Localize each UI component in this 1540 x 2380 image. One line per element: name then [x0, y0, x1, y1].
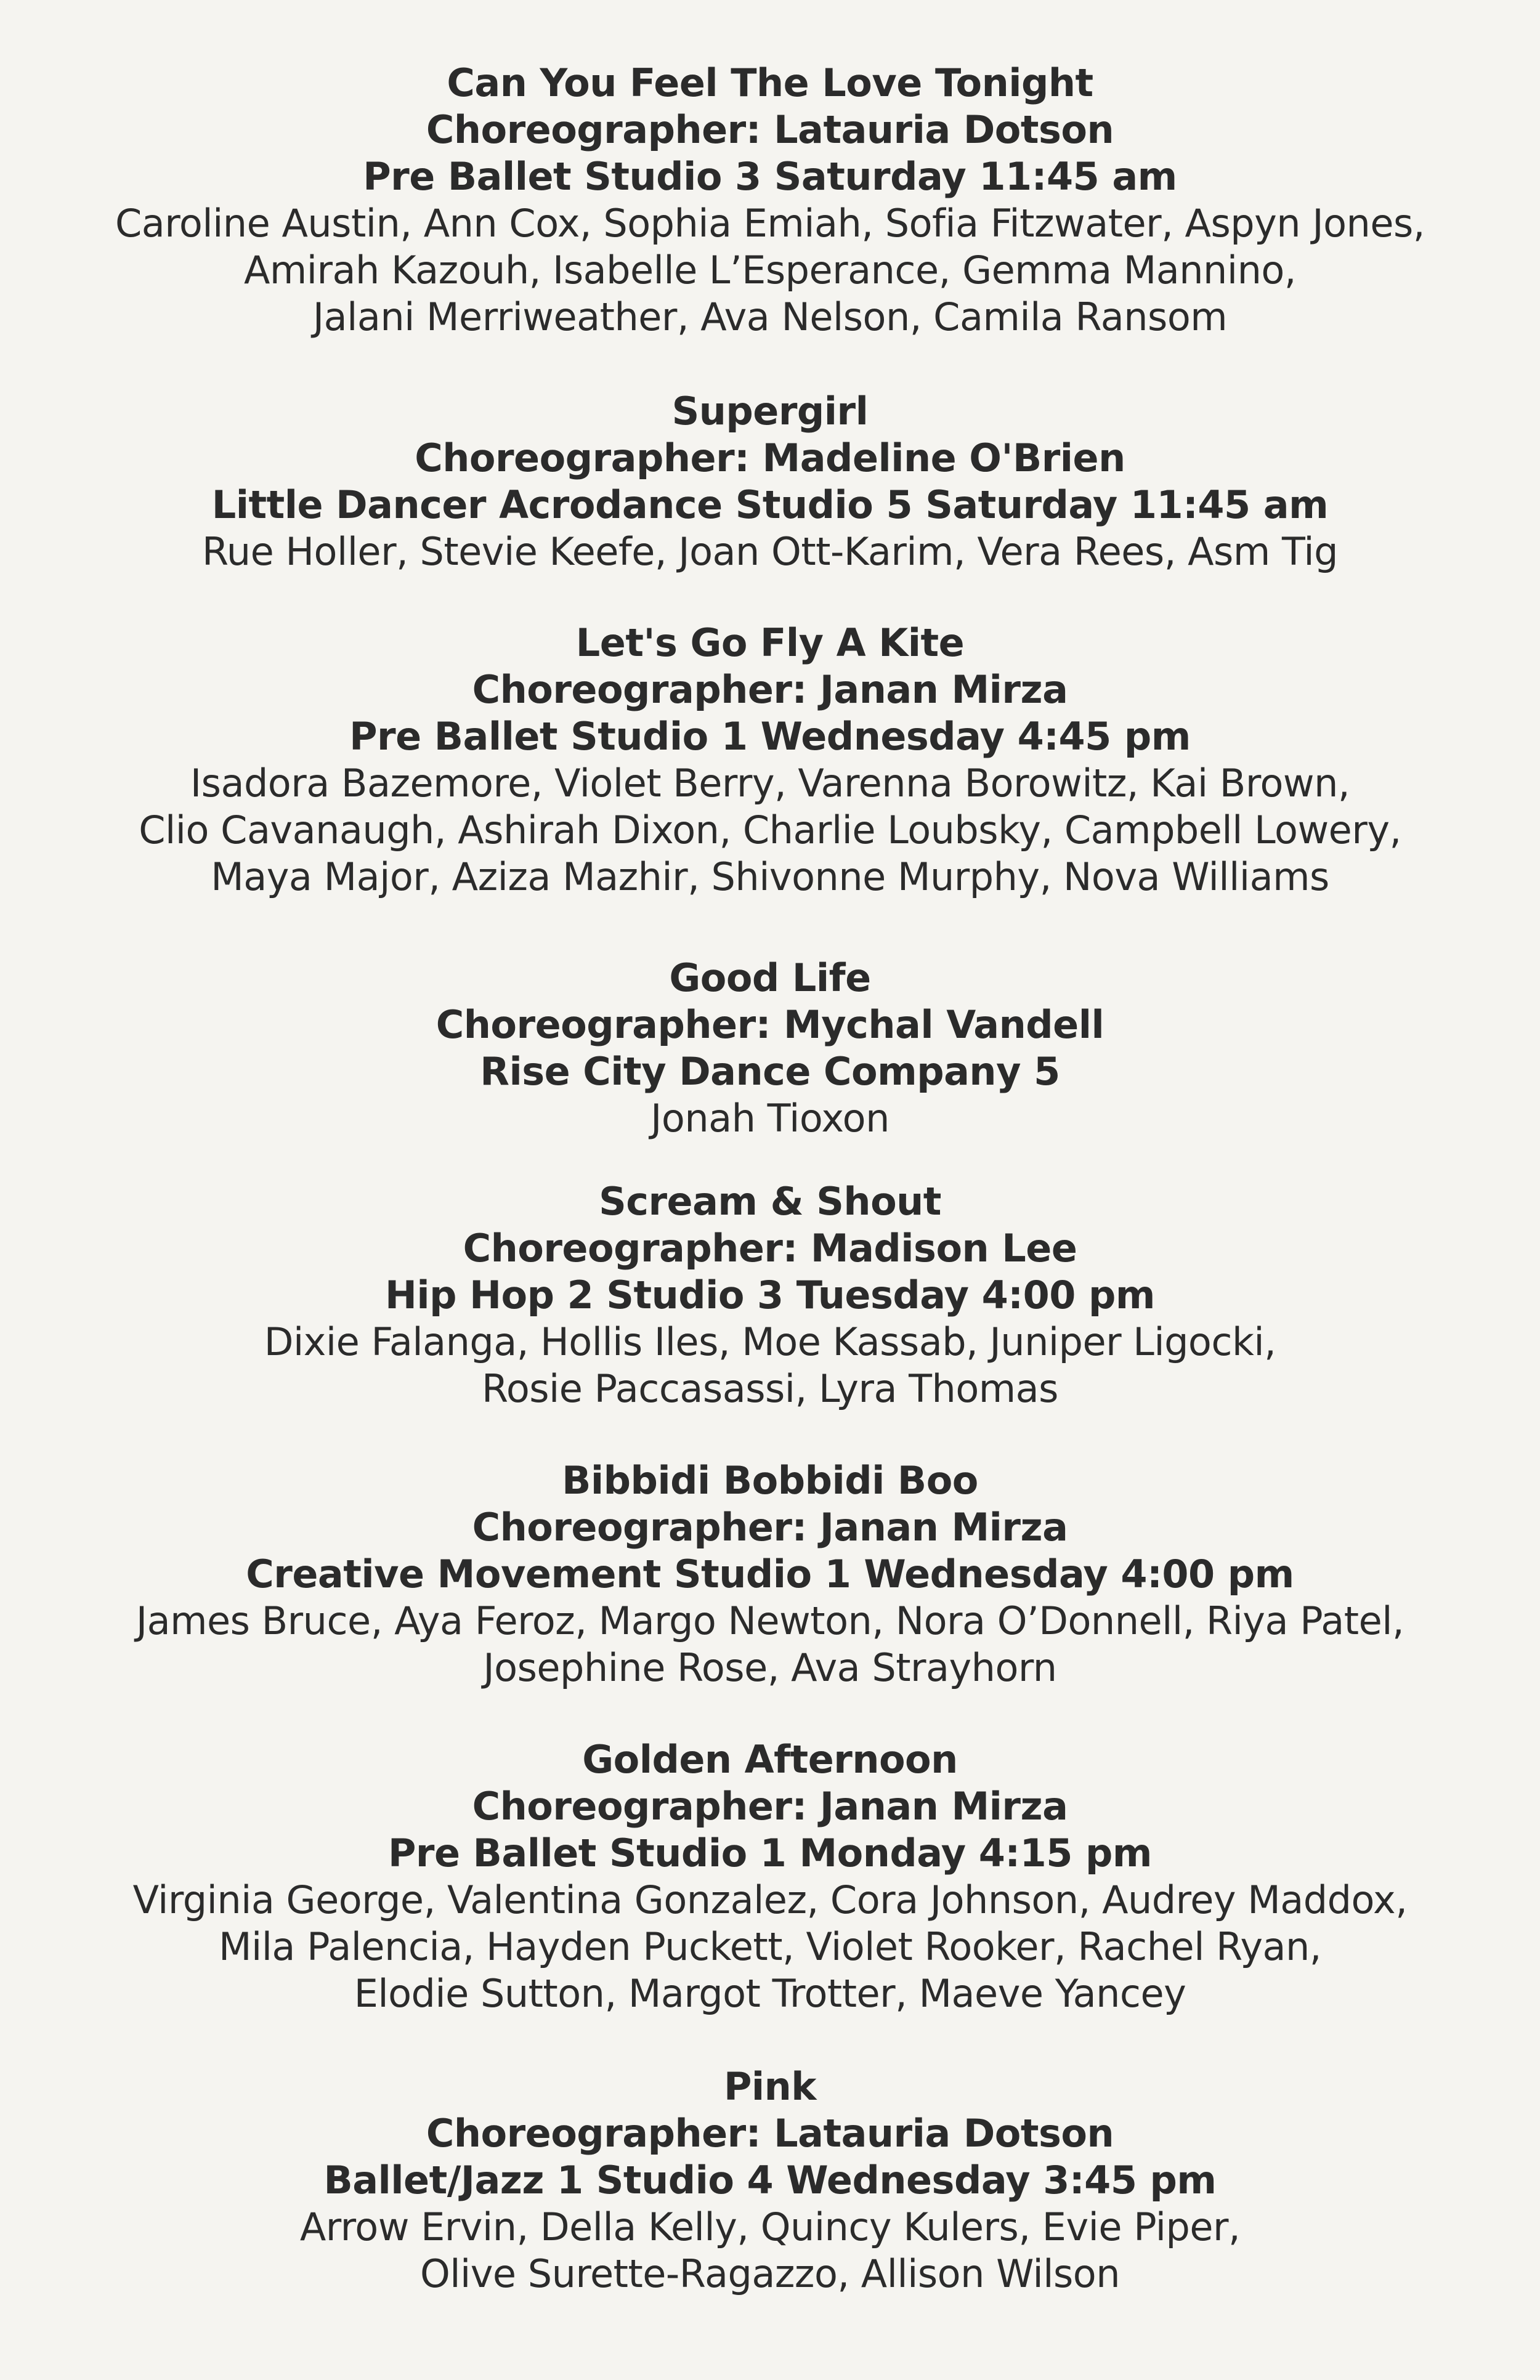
- routine-choreographer: Choreographer: Madison Lee: [463, 1226, 1077, 1271]
- dancer-list-line: Rue Holler, Stevie Keefe, Joan Ott-Karim, Vera Rees, Asm Tig: [201, 529, 1339, 574]
- routine-title: Let's Go Fly A Kite: [575, 620, 965, 665]
- dancer-list-line: Dixie Falanga, Hollis Iles, Moe Kassab, Juniper Ligocki,: [264, 1319, 1276, 1364]
- routine-class-info: Hip Hop 2 Studio 3 Tuesday 4:00 pm: [385, 1273, 1155, 1318]
- routine-choreographer: Choreographer: Madeline O'Brien: [415, 435, 1125, 480]
- routine-choreographer: Choreographer: Janan Mirza: [472, 667, 1068, 712]
- dancer-list-line: Caroline Austin, Ann Cox, Sophia Emiah, Sofia Fitzwater, Aspyn Jones,: [115, 201, 1425, 246]
- routine-choreographer: Choreographer: Latauria Dotson: [426, 107, 1114, 152]
- routine-choreographer: Choreographer: Latauria Dotson: [426, 2111, 1114, 2156]
- routine-class-info: Pre Ballet Studio 1 Monday 4:15 pm: [387, 1831, 1152, 1876]
- dancer-list-line: Virginia George, Valentina Gonzalez, Cora Johnson, Audrey Maddox,: [132, 1877, 1408, 1922]
- dancer-list-line: Elodie Sutton, Margot Trotter, Maeve Yancey: [354, 1971, 1186, 2016]
- dancer-list-line: Jonah Tioxon: [650, 1096, 890, 1141]
- routine-title: Good Life: [669, 955, 871, 1000]
- dancer-list-line: Maya Major, Aziza Mazhir, Shivonne Murphy, Nova Williams: [211, 854, 1329, 899]
- routine-choreographer: Choreographer: Mychal Vandell: [436, 1002, 1104, 1047]
- routine-block: [0, 2063, 1540, 2297]
- routine-block: [0, 388, 1540, 575]
- routine-class-info: Creative Movement Studio 1 Wednesday 4:00 pm: [246, 1552, 1294, 1597]
- routine-title: Supergirl: [671, 389, 869, 434]
- dancer-list-line: Isadora Bazemore, Violet Berry, Varenna Borowitz, Kai Brown,: [190, 761, 1350, 806]
- routine-block: [0, 1736, 1540, 2017]
- routine-choreographer: Choreographer: Janan Mirza: [472, 1784, 1068, 1829]
- dancer-list-line: Rosie Paccasassi, Lyra Thomas: [482, 1366, 1058, 1411]
- dancer-list-line: James Bruce, Aya Feroz, Margo Newton, Nora O’Donnell, Riya Patel,: [136, 1598, 1404, 1643]
- routine-title: Scream & Shout: [599, 1179, 941, 1224]
- routine-block: [0, 60, 1540, 341]
- routine-class-info: Little Dancer Acrodance Studio 5 Saturday 11:45 am: [211, 482, 1329, 527]
- routine-class-info: Rise City Dance Company 5: [480, 1049, 1060, 1094]
- routine-title: Golden Afternoon: [582, 1737, 958, 1782]
- routine-title: Can You Feel The Love Tonight: [447, 60, 1093, 105]
- routine-title: Bibbidi Bobbidi Boo: [562, 1458, 978, 1503]
- routine-block: [0, 955, 1540, 1142]
- routine-choreographer: Choreographer: Janan Mirza: [472, 1505, 1068, 1550]
- routine-block: [0, 1178, 1540, 1412]
- routine-class-info: Pre Ballet Studio 1 Wednesday 4:45 pm: [349, 714, 1191, 759]
- dancer-list-line: Amirah Kazouh, Isabelle L’Esperance, Gemma Mannino,: [243, 248, 1297, 293]
- routine-title: Pink: [723, 2064, 817, 2109]
- dancer-list-line: Jalani Merriweather, Ava Nelson, Camila Ransom: [312, 294, 1228, 339]
- routine-block: [0, 620, 1540, 901]
- routine-class-info: Pre Ballet Studio 3 Saturday 11:45 am: [363, 154, 1177, 199]
- routine-block: [0, 1457, 1540, 1691]
- dancer-list-line: Olive Surette-Ragazzo, Allison Wilson: [419, 2251, 1121, 2296]
- dancer-list-line: Arrow Ervin, Della Kelly, Quincy Kulers, Evie Piper,: [299, 2204, 1241, 2249]
- dancer-list-line: Mila Palencia, Hayden Puckett, Violet Rooker, Rachel Ryan,: [218, 1924, 1322, 1969]
- dancer-list-line: Josephine Rose, Ava Strayhorn: [483, 1645, 1057, 1690]
- routine-class-info: Ballet/Jazz 1 Studio 4 Wednesday 3:45 pm: [323, 2158, 1217, 2203]
- dancer-list-line: Clio Cavanaugh, Ashirah Dixon, Charlie Loubsky, Campbell Lowery,: [139, 808, 1401, 852]
